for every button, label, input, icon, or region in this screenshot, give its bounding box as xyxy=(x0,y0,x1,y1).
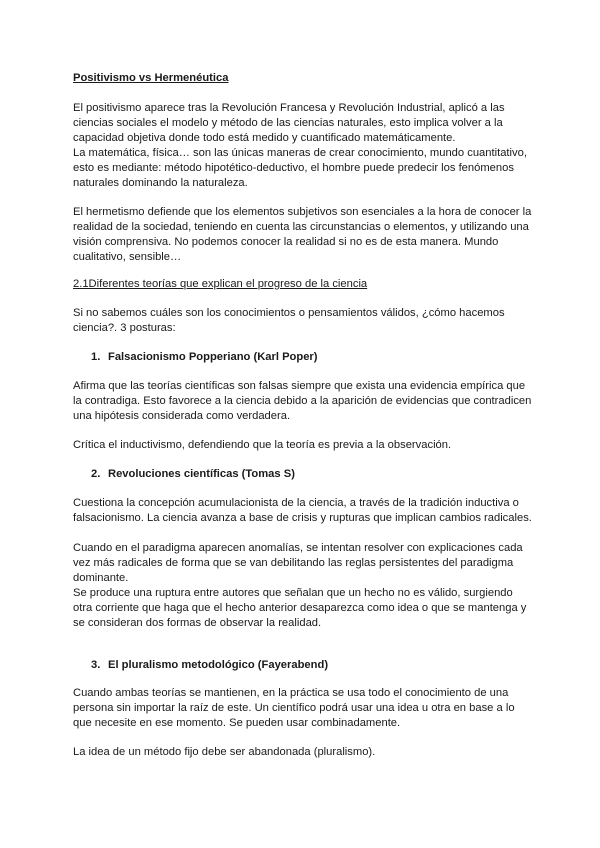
paragraph-intro-posturas xyxy=(73,306,533,336)
text-line: una hipótesis considerada como verdadera. xyxy=(73,410,291,422)
text-line: dominante. xyxy=(73,572,129,584)
list-number: 1. xyxy=(91,351,101,363)
text-line: ciencia?. 3 posturas: xyxy=(73,322,176,334)
heading-text: Revoluciones científicas (Tomas S) xyxy=(108,468,295,480)
text-line: El hermetismo defiende que los elementos subjetivos son esenciales a la hora de conocer la xyxy=(73,206,532,218)
text-line: capacidad objetiva donde todo está medido y cuantificado matemáticamente. xyxy=(73,132,456,144)
list-number: 2. xyxy=(91,468,101,480)
text-line: Se produce una ruptura entre autores que señalan que un hecho no es válido, surgiendo xyxy=(73,587,513,599)
text-line: La idea de un método fijo debe ser abandonada (pluralismo). xyxy=(73,746,376,758)
text-line: cualitativo, sensible… xyxy=(73,251,182,263)
text-line: visión comprensiva. No podemos conocer la realidad si no es de esta manera. Mundo xyxy=(73,236,499,248)
heading-text: El pluralismo metodológico (Fayerabend) xyxy=(108,659,329,671)
paragraph-falsacionismo xyxy=(73,379,533,424)
text-line: esto es mediante: método hipotético-deductivo, el hombre puede predecir los fenómenos xyxy=(73,162,514,174)
text-line: la contradiga. Esto favorece a la ciencia debido a la aparición de evidencias que contradicen xyxy=(73,395,532,407)
paragraph-metodo-fijo xyxy=(73,745,533,760)
paragraph-positivismo xyxy=(73,101,533,191)
paragraph-paradigma xyxy=(73,541,533,631)
text-line: Cuestiona la concepción acumulacionista de la ciencia, a través de la tradición inductiva o xyxy=(73,497,519,509)
heading-falsacionismo xyxy=(91,350,551,365)
section-subtitle: 2.1Diferentes teorías que explican el progreso de la ciencia xyxy=(73,278,368,290)
heading-text: Falsacionismo Popperiano (Karl Poper) xyxy=(108,351,318,363)
text-line: se consideran dos formas de observar la realidad. xyxy=(73,617,322,629)
text-line: otra corriente que haga que el hecho anterior desaparezca como idea o que se mantenga y xyxy=(73,602,527,614)
heading-pluralismo xyxy=(91,658,551,673)
text-line: persona sin importar la raíz de este. Un científico podrá usar una idea u otra en base a lo xyxy=(73,702,515,714)
heading-revoluciones xyxy=(91,467,551,482)
text-line: que necesite en ese momento. Se pueden usar combinadamente. xyxy=(73,717,401,729)
text-line: realidad de la sociedad, teniendo en cuenta las circunstancias o elementos, y utilizando una xyxy=(73,221,529,233)
text-line: Si no sabemos cuáles son los conocimientos o pensamientos válidos, ¿cómo hacemos xyxy=(73,307,505,319)
paragraph-inductivismo xyxy=(73,438,533,453)
text-line: vez más radicales de forma que se van debilitando las reglas persistentes del paradigma xyxy=(73,557,514,569)
text-line: falsacionismo. La ciencia avanza a base de crisis y rupturas que implican cambios radicales. xyxy=(73,512,532,524)
list-number: 3. xyxy=(91,659,101,671)
text-line: ciencias sociales el modelo y método de las ciencias naturales, esto implica volver a la xyxy=(73,117,503,129)
text-line: Crítica el inductivismo, defendiendo que la teoría es previa a la observación. xyxy=(73,439,452,451)
text-line: Afirma que las teorías científicas son falsas siempre que exista una evidencia empírica que xyxy=(73,380,526,392)
page-title: Positivismo vs Hermenéutica xyxy=(73,72,229,84)
paragraph-pluralismo xyxy=(73,686,533,731)
paragraph-hermetismo xyxy=(73,205,533,265)
text-line: Cuando ambas teorías se mantienen, en la práctica se usa todo el conocimiento de una xyxy=(73,687,509,699)
text-line: La matemática, física… son las únicas maneras de crear conocimiento, mundo cuantitativo, xyxy=(73,147,527,159)
paragraph-revoluciones xyxy=(73,496,533,526)
text-line: naturales dominando la naturaleza. xyxy=(73,177,248,189)
text-line: El positivismo aparece tras la Revolución Francesa y Revolución Industrial, aplicó a las xyxy=(73,102,505,114)
text-line: Cuando en el paradigma aparecen anomalías, se intentan resolver con explicaciones cada xyxy=(73,542,523,554)
